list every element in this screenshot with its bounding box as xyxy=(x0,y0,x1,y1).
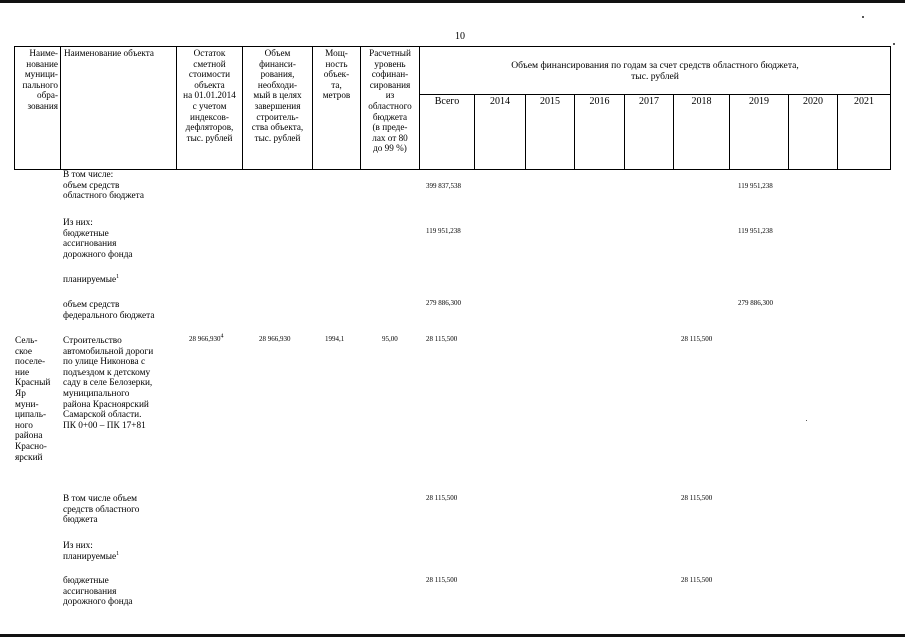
header-year-2020: 2020 xyxy=(788,94,838,170)
row-2018-value: 28 115,500 xyxy=(681,576,713,584)
row-2019-value: 119 951,238 xyxy=(738,182,773,190)
footnote-marker: 1 xyxy=(116,550,120,557)
row-object-text: Из них: планируемые xyxy=(63,541,117,562)
row-total-value: 28 115,500 xyxy=(426,576,458,584)
header-year-2014: 2014 xyxy=(474,94,526,170)
row-object-name: В том числе объем средств областного бюджета xyxy=(63,494,140,526)
row-total-value: 279 886,300 xyxy=(426,299,461,307)
row-object-name: Строительство автомобильной дороги по улице Никонова с подъездом к детскому саду в селе Белозерки, муниципального района Красноярский Самарской области. ПК 0+00 – ПК 17+81 xyxy=(63,336,154,431)
header-year-2016: 2016 xyxy=(574,94,625,170)
top-border-line xyxy=(0,0,905,3)
row-total-value: 119 951,238 xyxy=(426,227,461,235)
header-financing-volume: Объем финанси- рования, необходи- мый в целях завершения строитель- ства объекта, тыс. рублей xyxy=(242,46,313,170)
row-municipality: Сель- ское поселе- ние Красный Яр муни- ципаль- ного района Красно- ярский xyxy=(15,336,51,463)
header-capacity: Мощ- ность объек- та, метров xyxy=(312,46,361,170)
header-year-2021: 2021 xyxy=(837,94,891,170)
page-number: 10 xyxy=(455,31,465,42)
header-remaining-cost: Остаток сметной стоимости объекта на 01.01.2014 с учетом индексов- дефляторов, тыс. рублей xyxy=(176,46,243,170)
row-object-name xyxy=(63,275,119,286)
scan-speck xyxy=(806,420,807,421)
bottom-border-line xyxy=(0,634,905,637)
row-object-name: Из них: бюджетные ассигнования дорожного фонда xyxy=(63,218,133,260)
header-year-2017: 2017 xyxy=(624,94,674,170)
row-object-name xyxy=(63,541,119,562)
footnote-marker: 1 xyxy=(116,273,120,280)
header-year-2019: 2019 xyxy=(729,94,789,170)
row-2019-value: 119 951,238 xyxy=(738,227,773,235)
row-financing-volume: 28 966,930 xyxy=(259,335,291,343)
row-2018-value: 28 115,500 xyxy=(681,494,713,502)
row-object-text: планируемые xyxy=(63,275,117,285)
row-total-value: 28 115,500 xyxy=(426,494,458,502)
row-remaining-cost xyxy=(189,335,224,344)
row-object-name: В том числе: объем средств областного бюджета xyxy=(63,170,144,202)
header-cofinancing-level: Расчетный уровень софинан- сирования из областного бюджета (в преде- лах от 80 до 99 %) xyxy=(360,46,420,170)
row-object-name: объем средств федерального бюджета xyxy=(63,300,155,321)
header-year-total: Всего xyxy=(419,94,475,170)
footnote-marker: 4 xyxy=(220,333,224,340)
header-year-2018: 2018 xyxy=(673,94,730,170)
row-remaining-cost-value: 28 966,930 xyxy=(189,335,221,343)
row-2018-value: 28 115,500 xyxy=(681,335,713,343)
header-object-name: Наименование объекта xyxy=(60,46,177,170)
header-municipality: Наиме- нование муници- пального обра- зования xyxy=(14,46,61,170)
row-total-value: 399 837,538 xyxy=(426,182,461,190)
row-capacity: 1994,1 xyxy=(325,335,345,343)
scan-speck xyxy=(893,43,895,45)
row-2019-value: 279 886,300 xyxy=(738,299,773,307)
scan-speck xyxy=(862,16,864,18)
row-total-value: 28 115,500 xyxy=(426,335,458,343)
header-year-2015: 2015 xyxy=(525,94,575,170)
row-cofinancing-level: 95,00 xyxy=(382,335,398,343)
header-financing-by-years: Объем финансирования по годам за счет средств областного бюджета, тыс. рублей xyxy=(419,46,891,95)
row-object-name: бюджетные ассигнования дорожного фонда xyxy=(63,576,133,608)
